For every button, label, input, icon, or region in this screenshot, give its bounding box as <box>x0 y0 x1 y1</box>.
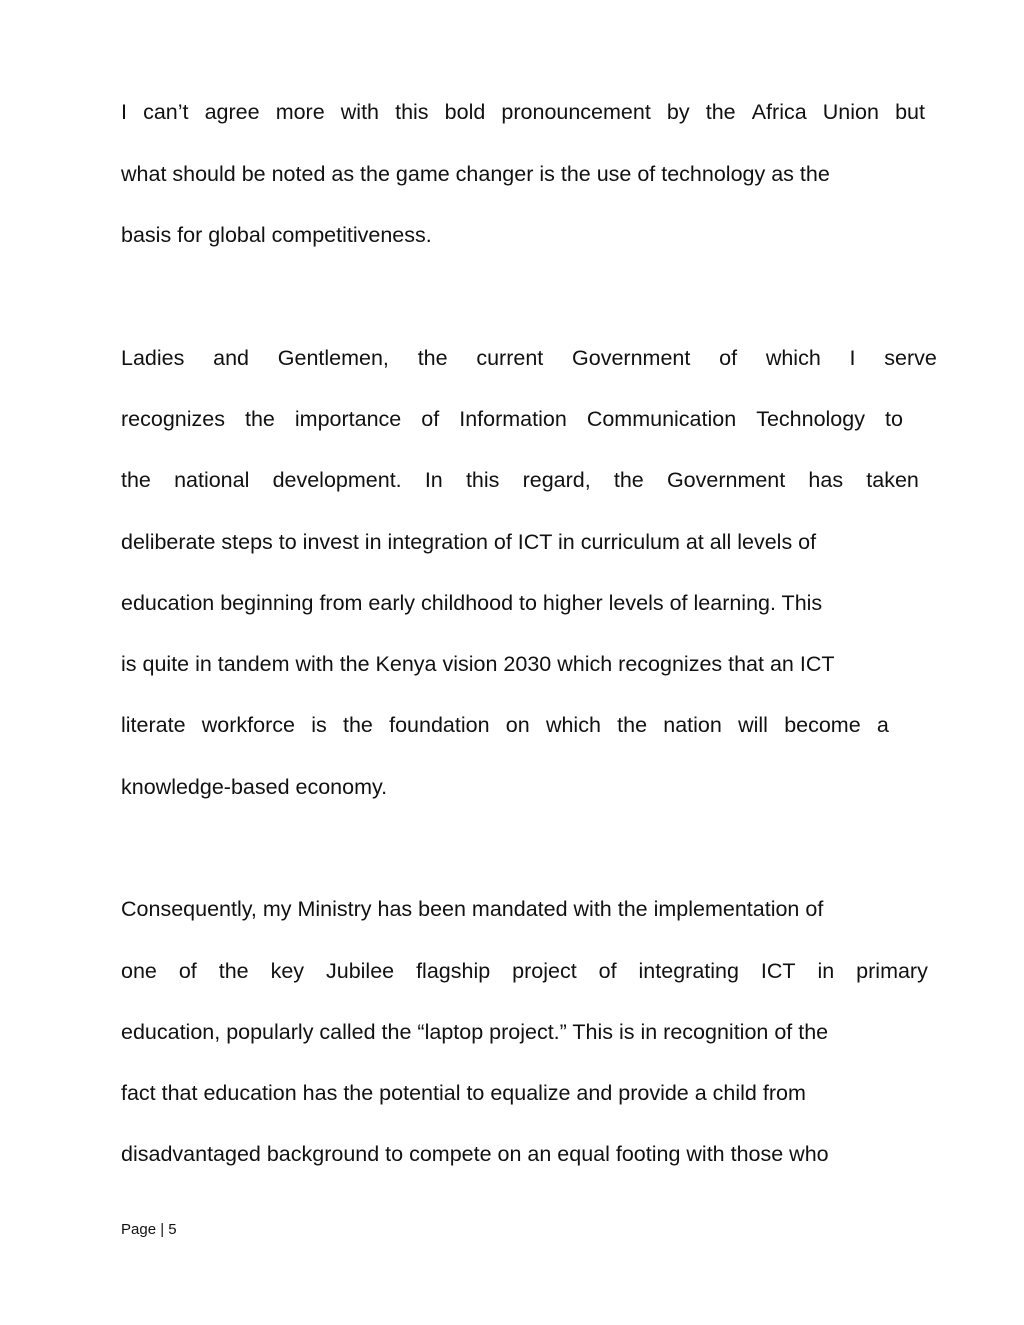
word: literate <box>121 713 186 737</box>
paragraph-3-line-2 <box>121 958 928 984</box>
word: recognizes <box>121 407 225 431</box>
word: foundation <box>389 713 490 737</box>
word: Technology <box>756 407 865 431</box>
word: with <box>340 100 379 124</box>
paragraph-2-line-1 <box>121 345 937 371</box>
word: primary <box>856 959 928 983</box>
word: become <box>784 713 861 737</box>
paragraph-1-line-2: what should be noted as the game changer is the use of technology as the <box>121 162 830 186</box>
word: Jubilee <box>325 959 395 983</box>
word: one <box>121 959 157 983</box>
paragraph-2-line-5: education beginning from early childhood to higher levels of learning. This <box>121 591 823 615</box>
paragraph-1-line-1 <box>121 99 925 125</box>
word: workforce <box>201 713 295 737</box>
paragraph-3-line-5: disadvantaged background to compete on an equal footing with those who <box>121 1142 829 1166</box>
word: flagship <box>416 959 491 983</box>
word: this <box>465 468 500 492</box>
word: taken <box>866 468 919 492</box>
paragraph-3-line-1: Consequently, my Ministry has been mandated with the implementation of <box>121 897 824 921</box>
word: nation <box>663 713 722 737</box>
word: will <box>738 713 768 737</box>
word: on <box>505 713 530 737</box>
word: I <box>849 346 856 370</box>
word: Africa <box>751 100 807 124</box>
word: the <box>218 959 249 983</box>
word: which <box>545 713 601 737</box>
word: Gentlemen, <box>277 346 389 370</box>
word: more <box>275 100 325 124</box>
word: development. <box>272 468 402 492</box>
word: the <box>613 468 644 492</box>
paragraph-2-line-6: is quite in tandem with the Kenya vision 2030 which recognizes that an ICT <box>121 652 835 676</box>
word: the <box>245 407 275 431</box>
word: Government <box>572 346 691 370</box>
word: can’t <box>143 100 189 124</box>
word: of <box>719 346 738 370</box>
word: but <box>895 100 925 124</box>
word: importance <box>294 407 402 431</box>
word: to <box>885 407 903 431</box>
word: Union <box>822 100 879 124</box>
word: of <box>178 959 197 983</box>
word: key <box>270 959 305 983</box>
word: agree <box>204 100 260 124</box>
word: and <box>213 346 249 370</box>
word: Ladies <box>121 346 185 370</box>
word: Communication <box>586 407 737 431</box>
paragraph-2-line-8: knowledge-based economy. <box>121 775 388 799</box>
word: in <box>817 959 835 983</box>
word: has <box>808 468 844 492</box>
paragraph-2-line-7 <box>121 712 889 738</box>
word: pronouncement <box>501 100 651 124</box>
word: which <box>765 346 821 370</box>
word: Information <box>459 407 567 431</box>
word: of <box>598 959 617 983</box>
word: bold <box>444 100 486 124</box>
word: project <box>512 959 577 983</box>
word: integrating <box>638 959 739 983</box>
word: by <box>666 100 690 124</box>
word: regard, <box>522 468 591 492</box>
word: current <box>476 346 544 370</box>
word: ICT <box>760 959 796 983</box>
paragraph-2-line-4: deliberate steps to invest in integration of ICT in curriculum at all levels of <box>121 530 817 554</box>
word: a <box>876 713 889 737</box>
word: the <box>121 468 151 492</box>
word: is <box>311 713 327 737</box>
paragraph-3-line-4: fact that education has the potential to equalize and provide a child from <box>121 1081 806 1105</box>
word: this <box>395 100 429 124</box>
word: I <box>121 100 127 124</box>
word: the <box>417 346 448 370</box>
word: Government <box>666 468 786 492</box>
word: serve <box>884 346 937 370</box>
word: of <box>421 407 440 431</box>
paragraph-2-line-3 <box>121 467 919 493</box>
page-number-footer: Page | 5 <box>121 1221 177 1238</box>
word: national <box>174 468 250 492</box>
paragraph-3-line-3: education, popularly called the “laptop project.” This is in recognition of the <box>121 1020 829 1044</box>
word: the <box>617 713 648 737</box>
word: the <box>705 100 736 124</box>
paragraph-2-line-2 <box>121 406 903 432</box>
word: the <box>342 713 373 737</box>
word: In <box>424 468 443 492</box>
paragraph-1-line-3: basis for global competitiveness. <box>121 223 432 247</box>
